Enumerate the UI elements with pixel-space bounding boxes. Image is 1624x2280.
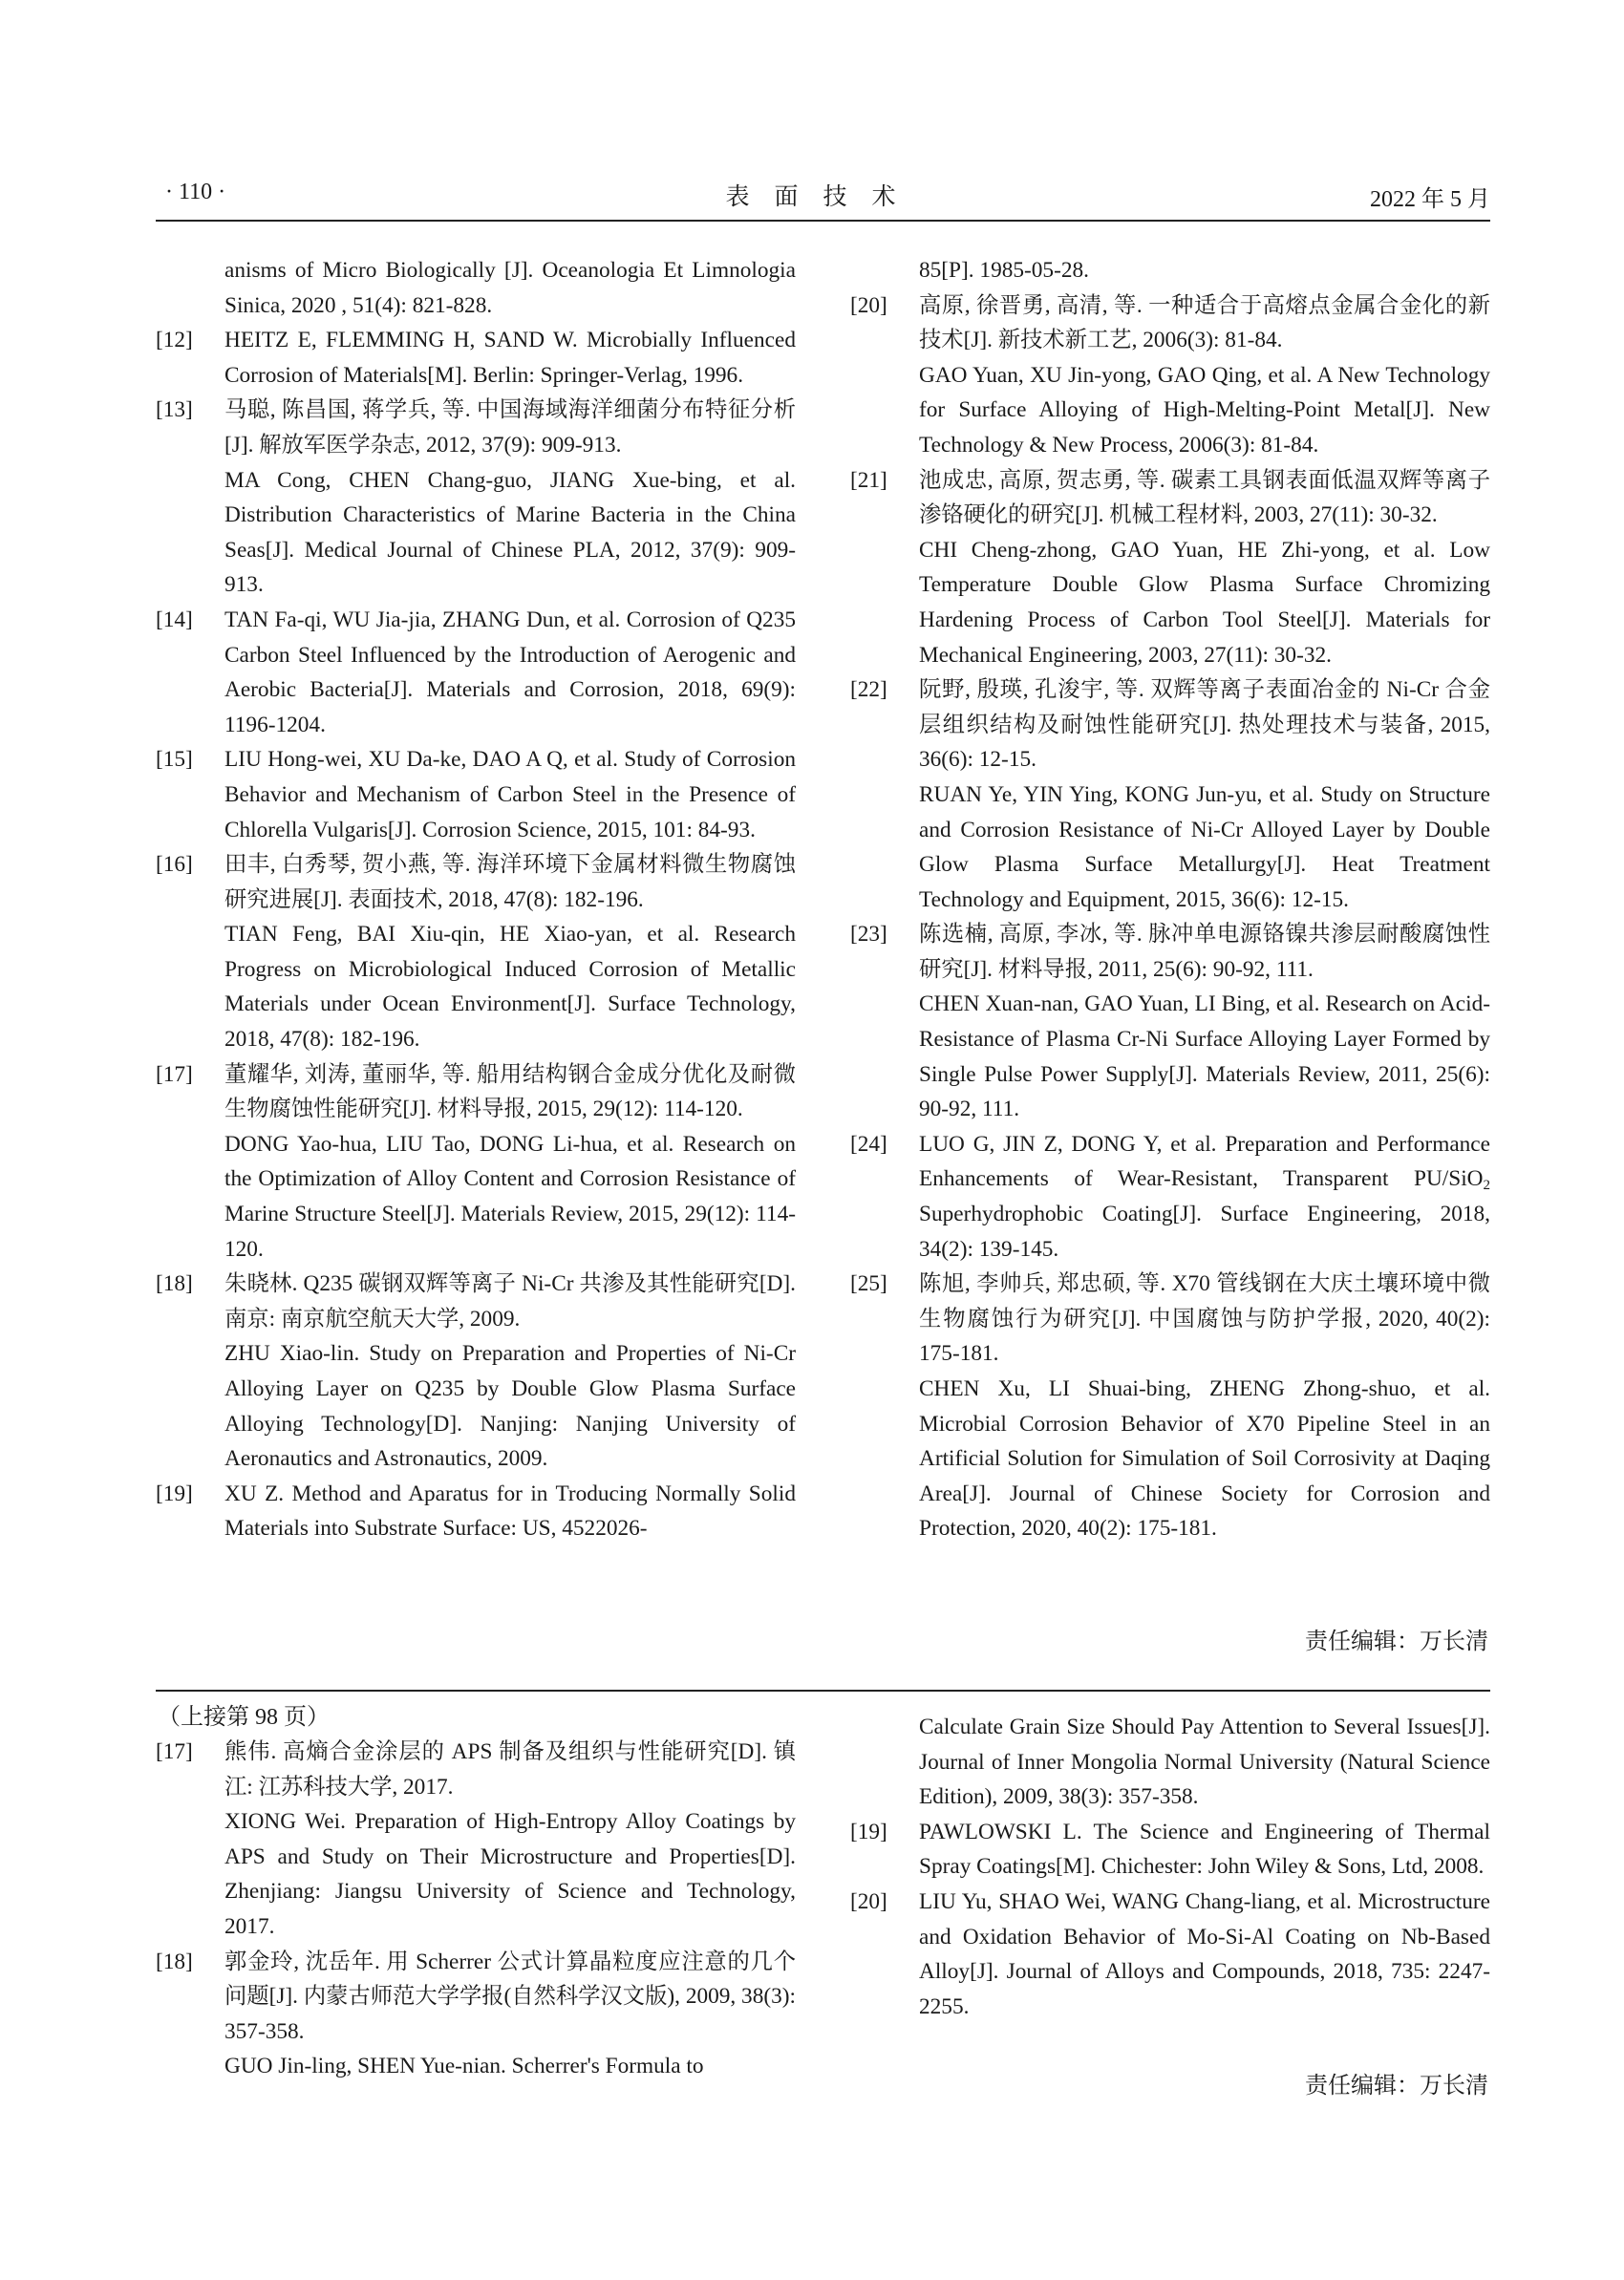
reference-item xyxy=(156,1735,796,1945)
reference-number: [13] xyxy=(156,397,193,423)
reference-number: [17] xyxy=(156,1061,193,1087)
reference-number: [15] xyxy=(156,747,193,773)
reference-number: [14] xyxy=(156,607,193,632)
reference-text-cn: 陈旭, 李帅兵, 郑忠硕, 等. X70 管线钢在大庆土壤环境中微生物腐蚀行为研究[J]. 中国腐蚀与防护学报, 2020, 40(2): 175-181. xyxy=(919,1271,1490,1367)
reference-text-en: GAO Yuan, XU Jin-yong, GAO Qing, et al. A New Technology for Surface Alloying of High-Melting-Point Metal[J]. New Technology & New Process, 2006(3): 81-84. xyxy=(919,362,1490,458)
reference-number: [19] xyxy=(156,1481,193,1506)
reference-text-en: TIAN Feng, BAI Xiu-qin, HE Xiao-yan, et al. Research Progress on Microbiological Induced Corrosion of Metallic Materials under Ocean Environment[J]. Surface Technology, 2018, 47(8): 182-196. xyxy=(224,922,796,1053)
reference-text-cn: 马聪, 陈昌国, 蒋学兵, 等. 中国海域海洋细菌分布特征分析[J]. 解放军医学杂志, 2012, 37(9): 909-913. xyxy=(224,397,796,458)
journal-title: 表面技术 xyxy=(725,184,921,210)
reference-item xyxy=(850,1885,1490,2024)
reference-text: TAN Fa-qi, WU Jia-jia, ZHANG Dun, et al. Corrosion of Q235 Carbon Steel Influenced by the Introduction of Aerogenic and Aerobic Bacteria[J]. Materials and Corrosion, 2018, 69(9): 1196-1204. xyxy=(224,607,796,737)
reference-item xyxy=(156,1057,796,1268)
reference-number: [18] xyxy=(156,1271,193,1297)
reference-text-cn: 池成忠, 高原, 贺志勇, 等. 碳素工具钢表面低温双辉等离子渗铬硬化的研究[J]. 机械工程材料, 2003, 27(11): 30-32. xyxy=(919,467,1490,528)
issue-date: 2022 年 5 月 xyxy=(1370,187,1490,212)
reference-number: [23] xyxy=(850,922,887,948)
reference-text-en: GUO Jin-ling, SHEN Yue-nian. Scherrer's Formula to xyxy=(224,2054,704,2079)
reference-text-cn: 熊伟. 高熵合金涂层的 APS 制备及组织与性能研究[D]. 镇江: 江苏科技大学, 2017. xyxy=(224,1739,796,1800)
continued-from-note: （上接第 98 页） xyxy=(158,1705,330,1730)
reference-text-en: CHEN Xu, LI Shuai-bing, ZHENG Zhong-shuo, et al. Microbial Corrosion Behavior of X70 Pipeline Steel in an Artificial Solution for Simulation of Soil Corrosivity at Daqing Area[J]. Journal of Chinese Society for Corrosion and Protection, 2020, 40(2): 175-181. xyxy=(919,1376,1490,1542)
reference-item xyxy=(850,288,1490,463)
reference-text-cn: 郭金玲, 沈岳年. 用 Scherrer 公式计算晶粒度应注意的几个问题[J]. 内蒙古师范大学学报(自然科学汉文版), 2009, 38(3): 357-358. xyxy=(224,1949,796,2044)
reference-number: [12] xyxy=(156,328,193,353)
reference-text-cn: 阮野, 殷瑛, 孔浚宇, 等. 双辉等离子表面冶金的 Ni-Cr 合金层组织结构及耐蚀性能研究[J]. 热处理技术与装备, 2015, 36(6): 12-15. xyxy=(919,677,1490,773)
reference-item xyxy=(850,463,1490,673)
subscript: 2 xyxy=(1483,1178,1490,1194)
reference-item xyxy=(156,603,796,742)
reference-text-part: LUO G, JIN Z, DONG Y, et al. Preparation and Performance Enhancements of Wear-Resistant, Transparent PU/SiO xyxy=(919,1131,1490,1192)
reference-item xyxy=(850,672,1490,917)
reference-item xyxy=(850,917,1490,1127)
reference-item xyxy=(156,1945,796,2084)
reference-number: [22] xyxy=(850,677,887,703)
reference-text-cn: 朱晓林. Q235 碳钢双辉等离子 Ni-Cr 共渗及其性能研究[D]. 南京: 南京航空航天大学, 2009. xyxy=(224,1271,797,1332)
section-divider xyxy=(156,1690,1490,1692)
reference-number: [25] xyxy=(850,1271,887,1297)
reference-text-en: CHEN Xuan-nan, GAO Yuan, LI Bing, et al. Research on Acid-Resistance of Plasma Cr-Ni Surface Alloying Layer Formed by Single Pulse Power Supply[J]. Materials Review, 2011, 25(6): 90-92, 111. xyxy=(919,991,1490,1122)
reference-item xyxy=(850,1815,1490,1885)
responsible-editor: 责任编辑：万长清 xyxy=(1305,1630,1488,1654)
reference-number: [18] xyxy=(156,1949,193,1974)
reference-continuation: anisms of Micro Biologically [J]. Oceanologia Et Limnologia Sinica, 2020 , 51(4): 821-828. xyxy=(224,258,796,318)
references-top-left xyxy=(156,253,796,1546)
reference-item xyxy=(850,1267,1490,1546)
reference-item xyxy=(850,1127,1490,1267)
reference-number: [20] xyxy=(850,292,887,318)
reference-text-en: CHI Cheng-zhong, GAO Yuan, HE Zhi-yong, et al. Low Temperature Double Glow Plasma Surface Chromizing Hardening Process of Carbon Tool Steel[J]. Materials for Mechanical Engineering, 2003, 27(11): 30-32. xyxy=(919,537,1490,668)
reference-text-cn: 高原, 徐晋勇, 高清, 等. 一种适合于高熔点金属合金化的新技术[J]. 新技术新工艺, 2006(3): 81-84. xyxy=(919,292,1490,353)
reference-number: [16] xyxy=(156,852,193,878)
reference-item xyxy=(156,742,796,847)
reference-continuation: Calculate Grain Size Should Pay Attention to Several Issues[J]. Journal of Inner Mongolia Normal University (Natural Science Edition), 2009, 38(3): 357-358. xyxy=(919,1715,1490,1810)
reference-text-cn: 陈选楠, 高原, 李冰, 等. 脉冲单电源铬镍共渗层耐酸腐蚀性研究[J]. 材料导报, 2011, 25(6): 90-92, 111. xyxy=(919,922,1490,982)
reference-text-cn: 董耀华, 刘涛, 董丽华, 等. 船用结构钢合金成分优化及耐微生物腐蚀性能研究[J]. 材料导报, 2015, 29(12): 114-120. xyxy=(224,1061,796,1122)
reference-number: [17] xyxy=(156,1739,193,1764)
reference-number: [21] xyxy=(850,467,887,493)
reference-text: PAWLOWSKI L. The Science and Engineering of Thermal Spray Coatings[M]. Chichester: John Wiley & Sons, Ltd, 2008. xyxy=(919,1819,1490,1880)
references-top-right xyxy=(850,253,1490,1546)
references-bottom-right xyxy=(850,1710,1490,2024)
reference-text: LIU Yu, SHAO Wei, WANG Chang-liang, et al. Microstructure and Oxidation Behavior of Mo-Si-Al Coating on Nb-Based Alloy[J]. Journal of Alloys and Compounds, 2018, 735: 2247-2255. xyxy=(919,1888,1490,2019)
reference-text xyxy=(919,1127,1490,1267)
references-bottom-left xyxy=(156,1700,796,2084)
responsible-editor: 责任编辑：万长清 xyxy=(1305,2074,1488,2099)
reference-text: HEITZ E, FLEMMING H, SAND W. Microbially Influenced Corrosion of Materials[M]. Berlin: Springer-Verlag, 1996. xyxy=(224,328,796,388)
reference-continuation: 85[P]. 1985-05-28. xyxy=(919,258,1089,283)
reference-item xyxy=(156,323,796,393)
reference-number: [19] xyxy=(850,1819,887,1844)
reference-number: [20] xyxy=(850,1888,887,1914)
reference-text: LIU Hong-wei, XU Da-ke, DAO A Q, et al. Study of Corrosion Behavior and Mechanism of Carbon Steel in the Presence of Chlorella Vulgaris[J]. Corrosion Science, 2015, 101: 84-93. xyxy=(224,747,796,842)
reference-text-en: MA Cong, CHEN Chang-guo, JIANG Xue-bing, et al. Distribution Characteristics of Marine Bacteria in the China Seas[J]. Medical Journal of Chinese PLA, 2012, 37(9): 909-913. xyxy=(224,467,796,598)
reference-item xyxy=(156,393,796,603)
reference-text-en: DONG Yao-hua, LIU Tao, DONG Li-hua, et al. Research on the Optimization of Alloy Content and Corrosion Resistance of Marine Structure Steel[J]. Materials Review, 2015, 29(12): 114-120. xyxy=(224,1131,796,1262)
reference-text-en: ZHU Xiao-lin. Study on Preparation and Properties of Ni-Cr Alloying Layer on Q235 by Double Glow Plasma Surface Alloying Technology[D]. Nanjing: Nanjing University of Aeronautics and Astronautics, 2009. xyxy=(224,1341,796,1472)
reference-text-en: XIONG Wei. Preparation of High-Entropy Alloy Coatings by APS and Study on Their Microstructure and Properties[D]. Zhenjiang: Jiangsu University of Science and Technology, 2017. xyxy=(224,1809,796,1939)
page-number: · 110 · xyxy=(165,180,226,204)
reference-text-cn: 田丰, 白秀琴, 贺小燕, 等. 海洋环境下金属材料微生物腐蚀研究进展[J]. 表面技术, 2018, 47(8): 182-196. xyxy=(224,852,796,912)
reference-item xyxy=(156,1267,796,1477)
reference-text-part: Superhydrophobic Coating[J]. Surface Engineering, 2018, 34(2): 139-145. xyxy=(919,1202,1490,1262)
reference-text-en: RUAN Ye, YIN Ying, KONG Jun-yu, et al. Study on Structure and Corrosion Resistance of Ni-Cr Alloyed Layer by Double Glow Plasma Surface Metallurgy[J]. Heat Treatment Technology and Equipment, 2015, 36(6): 12-15. xyxy=(919,781,1490,912)
reference-text: XU Z. Method and Aparatus for in Troducing Normally Solid Materials into Substrate Surface: US, 4522026- xyxy=(224,1481,796,1542)
running-header xyxy=(156,178,1490,222)
reference-item xyxy=(156,847,796,1057)
reference-item xyxy=(156,1477,796,1546)
reference-number: [24] xyxy=(850,1131,887,1157)
